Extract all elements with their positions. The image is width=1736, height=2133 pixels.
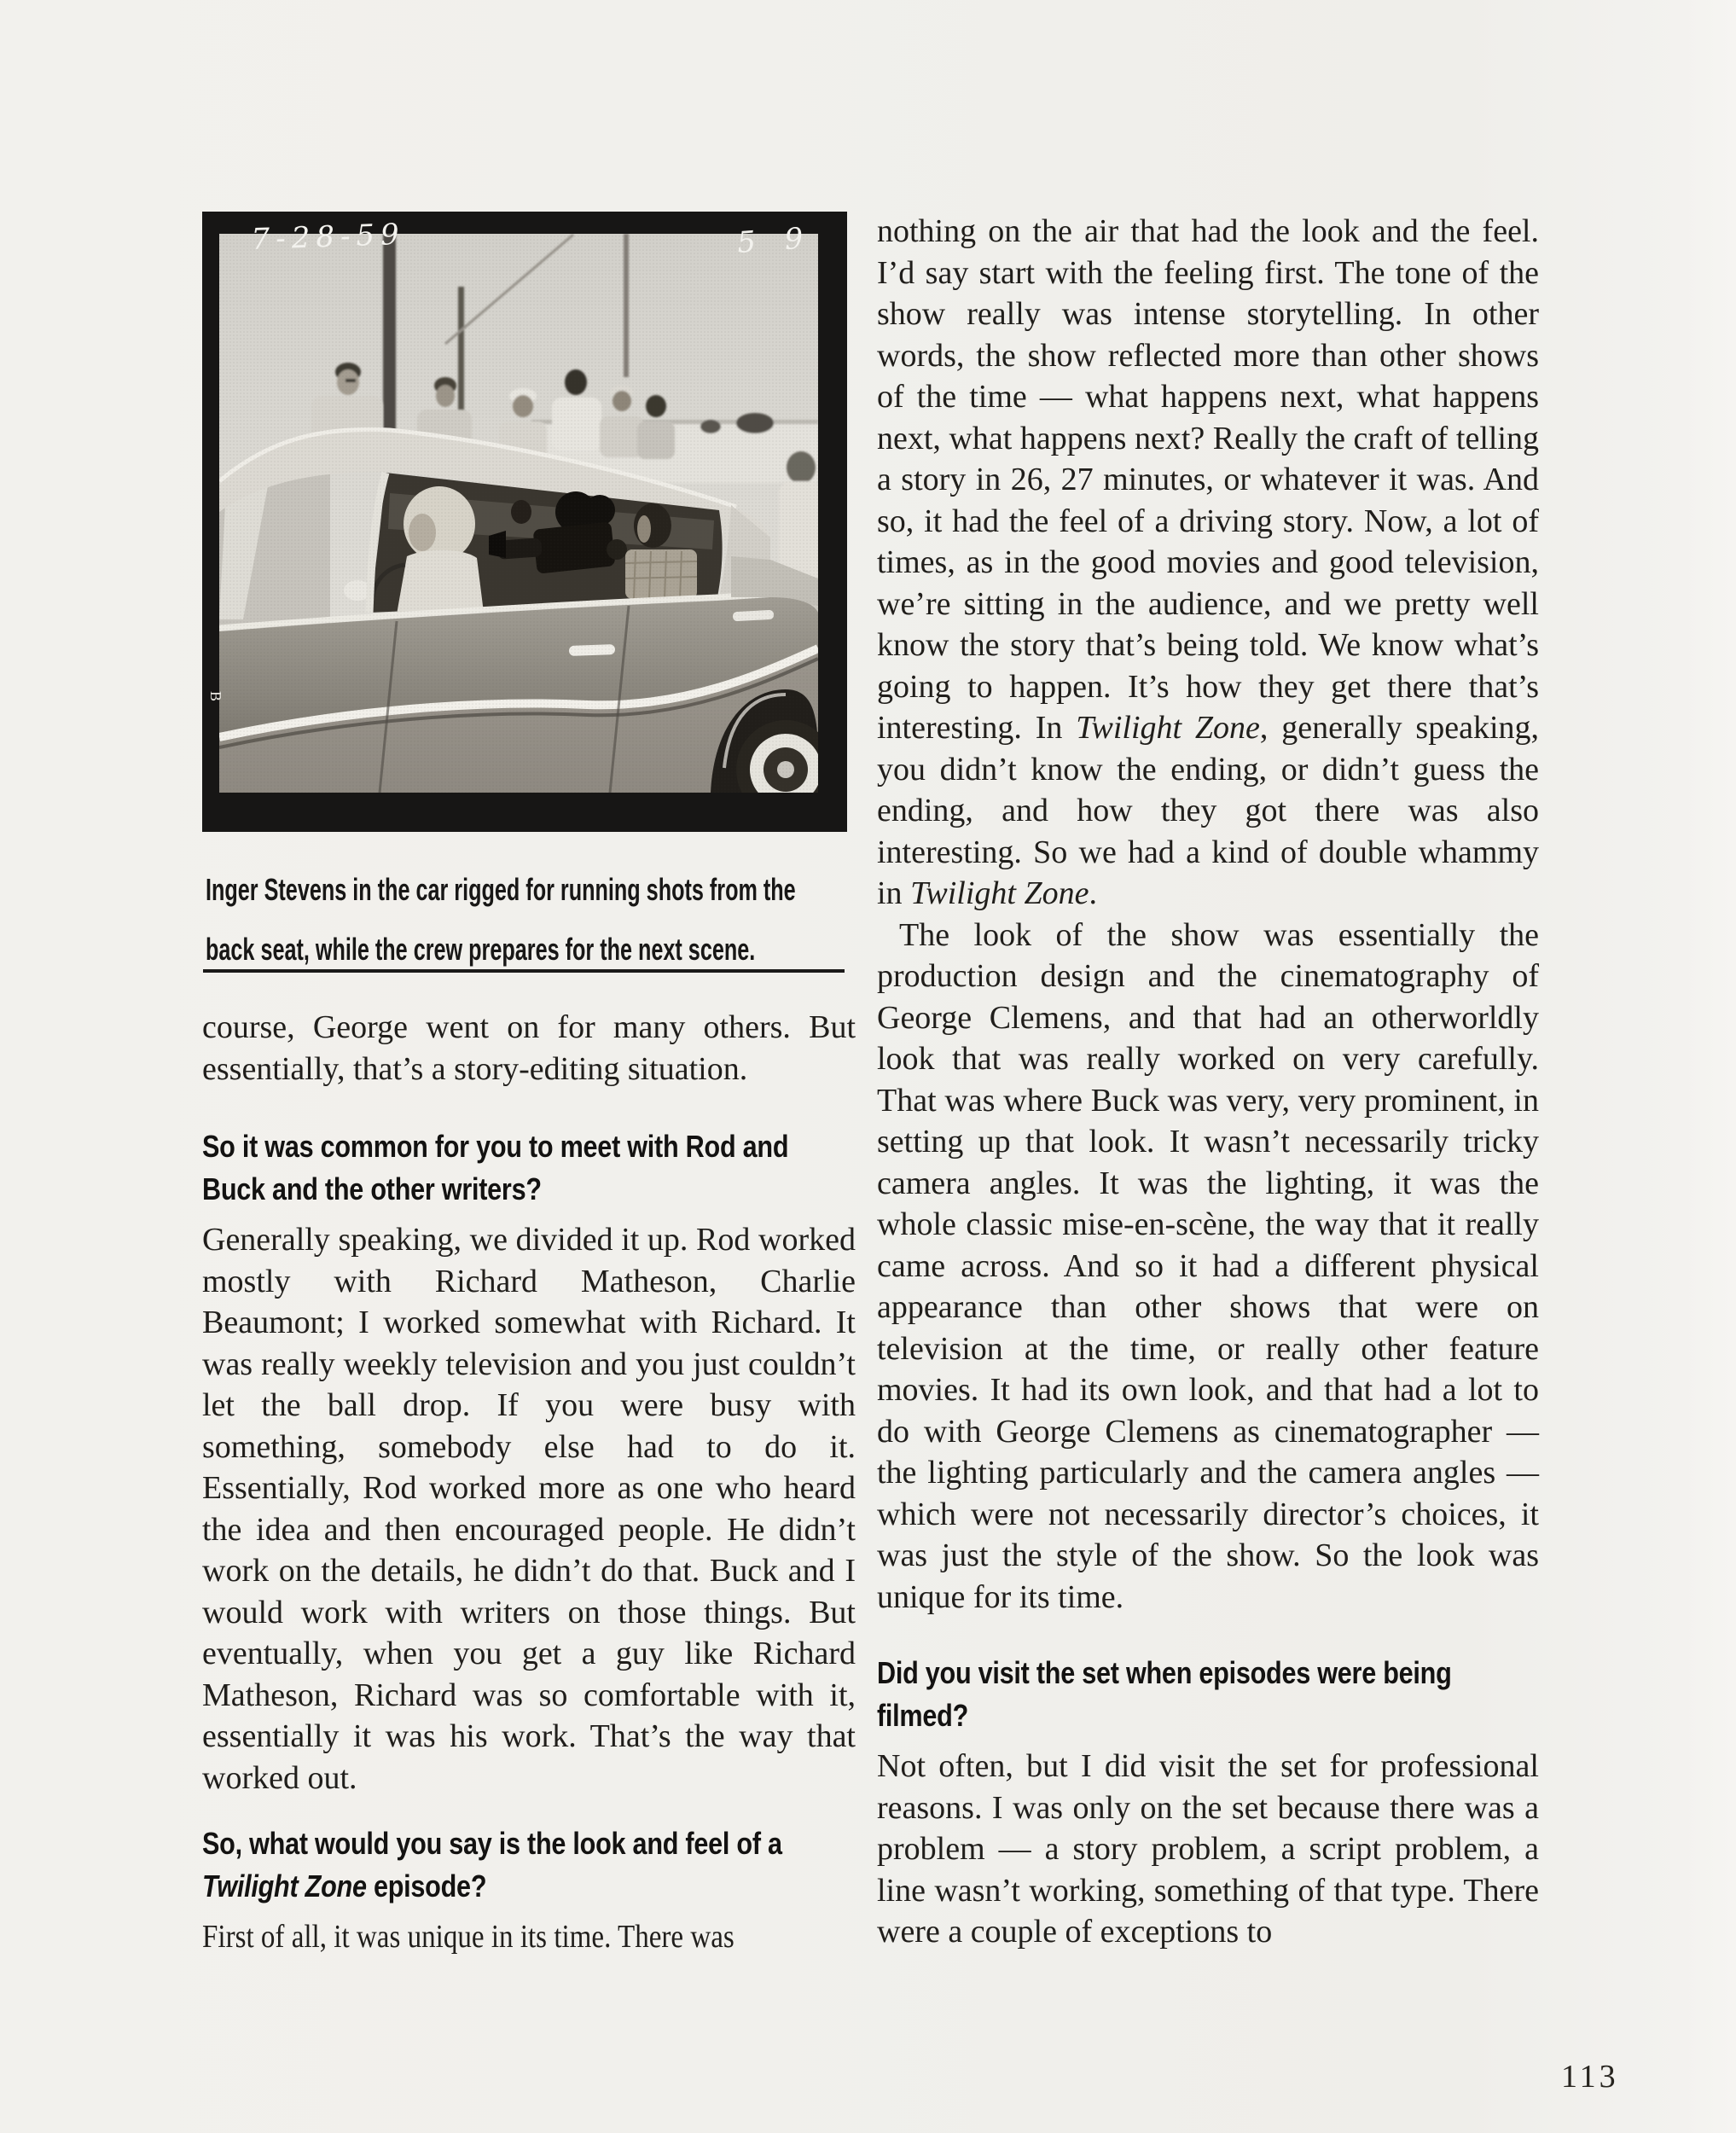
production-photo xyxy=(202,212,847,832)
interview-answer-3-start: Not often, but I did visit the set for professional reasons. I was only on the set because there was a problem — a story problem, a script problem, a line wasn’t working, something of that type. There were a couple of exceptions to xyxy=(877,1748,1539,1950)
photo-date-marking-right: 59 xyxy=(735,219,833,260)
page-number: 113 xyxy=(1561,2059,1619,2095)
photo-date-marking-left: 7-28-59 xyxy=(250,217,406,257)
photo-caption-line-2: back seat, while the crew prepares for the next scene. xyxy=(206,932,756,967)
interview-answer-1: Generally speaking, we divided it up. Rod worked mostly with Richard Matheson, Charlie Beaumont; I worked somewhat with Richard. It was really weekly television and you just couldn’t let the ball drop. If you were busy with something, somebody else had to do it. Essentially, Rod worked more as one who heard the idea and then encouraged people. He didn’t work on the details, he didn’t do that. Buck and I would work with writers on those things. But eventually, when you get a guy like Richard Matheson, Richard was so comfortable with it, essentially it was his work. That’s the way that worked out. xyxy=(202,1222,856,1796)
show-title-italic: Twilight Zone xyxy=(202,1869,367,1903)
film-edge-mark: B xyxy=(207,691,224,702)
interview-question-2 xyxy=(202,1822,855,1908)
photo-caption-line-1: Inger Stevens in the car rigged for running shots from the xyxy=(206,872,796,907)
photo-image xyxy=(202,212,847,832)
interview-question-3: Did you visit the set when episodes were being filmed? xyxy=(877,1655,1452,1733)
interview-question-1: So it was common for you to meet with Rod and Buck and the other writers? xyxy=(202,1129,789,1206)
continuation-paragraph: course, George went on for many others. But essentially, that’s a story-editing situation. xyxy=(202,1009,856,1087)
paragraph-1-text: nothing on the air that had the look and the feel. I’d say start with the feeling first. The tone of the show really was intense storytelling. In other words, the show reflected more than other shows of the time — what happens next, what happens next, what happens next? Really the craft of telling a story in 26, 27 minutes, or whatever it was. And so, it had the feel of a driving story. Now, a lot of times, as in the good movies and good television, we’re sitting in the audience, and we pretty well know the story that’s being told. We know what’s going to happen. It’s how they get there that’s interesting. In xyxy=(877,213,1539,746)
left-column xyxy=(202,1007,856,1958)
photo-caption xyxy=(206,872,854,991)
answer-paragraph-2: The look of the show was essentially the production design and the cinematography of George Clemens, and that had an otherworldly look that was really worked on very carefully. That was where Buck was very, very prominent, in setting up that look. It wasn’t necessarily tricky camera angles. It was the lighting, it was the whole classic mise-en-scène, the way that it really came across. And so it had a different physical appearance than other shows that were on television at the time, or really other feature movies. It had its own look, and that had a lot to do with George Clemens as cinematographer — the lighting particularly and the camera angles — which were not necessarily director’s choices, it was just the style of the show. So the look was unique for its time. xyxy=(877,916,1539,1615)
question-2-text: So, what would you say is the look and feel of a xyxy=(202,1826,782,1861)
question-2-text-end: episode? xyxy=(366,1869,487,1903)
divider-rule xyxy=(203,969,845,973)
paragraph-1-text-end: . xyxy=(1089,875,1097,911)
interview-answer-2-start: First of all, it was unique in its time. There was xyxy=(202,1919,734,1955)
paragraph-1-text-mid: , generally speaking, you didn’t know the ending, or didn’t guess the ending, and how they got there was also interesting. So we had a kind of double whammy in xyxy=(877,710,1540,911)
right-column xyxy=(877,211,1539,1953)
show-title-italic: Twilight Zone xyxy=(1076,710,1260,746)
show-title-italic: Twilight Zone xyxy=(910,875,1089,911)
answer-paragraph-continuation xyxy=(877,211,1539,915)
